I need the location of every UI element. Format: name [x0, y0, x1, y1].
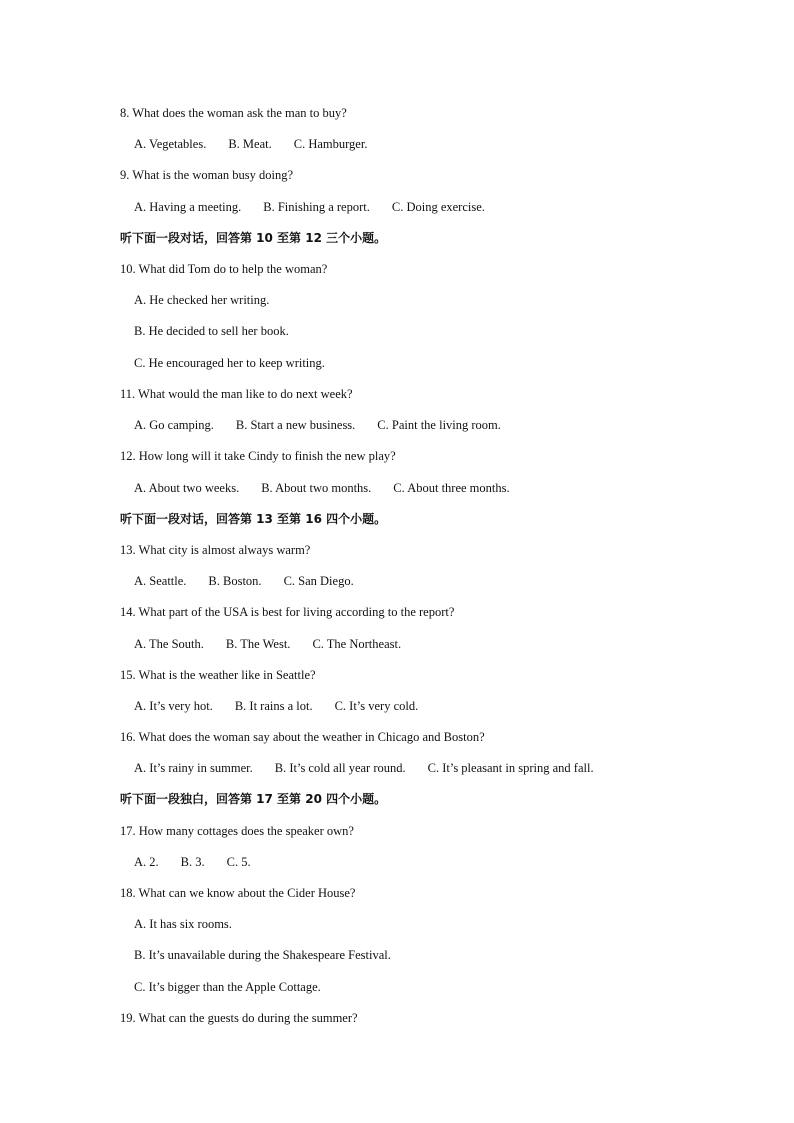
question-17: 17. How many cottages does the speaker own? [120, 824, 354, 838]
question-9-options [134, 199, 485, 215]
question-15-options [134, 698, 418, 714]
option-c: C. About three months. [393, 481, 510, 495]
question-10-option-a: A. He checked her writing. [134, 293, 270, 307]
question-11-options [134, 417, 501, 433]
question-14-options [134, 636, 401, 652]
option-b: B. The West. [225, 637, 291, 651]
question-15: 15. What is the weather like in Seattle? [120, 668, 316, 682]
option-a: A. Vegetables. [134, 137, 207, 151]
question-9: 9. What is the woman busy doing? [120, 168, 294, 182]
question-11: 11. What would the man like to do next week? [120, 387, 353, 401]
question-17-options [134, 854, 251, 870]
option-b: B. Start a new business. [235, 418, 356, 432]
question-16: 16. What does the woman say about the weather in Chicago and Boston? [120, 730, 485, 744]
option-c: C. San Diego. [283, 574, 354, 588]
option-a: A. Seattle. [134, 574, 187, 588]
option-c: C. It’s pleasant in spring and fall. [427, 761, 594, 775]
section-heading-1: 听下面一段对话，回答第 10 至第 12 三个小题。 [120, 231, 387, 245]
option-a: A. It’s very hot. [134, 699, 213, 713]
question-8-options [134, 136, 367, 152]
question-18-option-c: C. It’s bigger than the Apple Cottage. [134, 980, 321, 994]
question-8: 8. What does the woman ask the man to buy? [120, 106, 347, 120]
option-b: B. It’s cold all year round. [274, 761, 406, 775]
question-16-options [134, 760, 594, 776]
option-b: B. Meat. [228, 137, 272, 151]
question-19: 19. What can the guests do during the summer? [120, 1011, 358, 1025]
option-b: B. About two months. [261, 481, 372, 495]
option-c: C. The Northeast. [312, 637, 402, 651]
section-heading-2: 听下面一段对话，回答第 13 至第 16 四个小题。 [120, 512, 387, 526]
option-c: C. Hamburger. [293, 137, 368, 151]
option-c: C. Doing exercise. [391, 200, 485, 214]
option-a: A. 2. [134, 855, 159, 869]
question-18: 18. What can we know about the Cider House? [120, 886, 356, 900]
section-heading-3: 听下面一段独白，回答第 17 至第 20 四个小题。 [120, 792, 387, 806]
question-18-option-a: A. It has six rooms. [134, 917, 232, 931]
option-c: C. 5. [226, 855, 251, 869]
option-a: A. It’s rainy in summer. [134, 761, 253, 775]
question-12: 12. How long will it take Cindy to finish the new play? [120, 449, 396, 463]
question-10-option-c: C. He encouraged her to keep writing. [134, 356, 325, 370]
question-18-option-b: B. It’s unavailable during the Shakespeare Festival. [134, 948, 391, 962]
question-13: 13. What city is almost always warm? [120, 543, 311, 557]
option-a: A. The South. [134, 637, 204, 651]
question-10-option-b: B. He decided to sell her book. [134, 324, 289, 338]
question-14: 14. What part of the USA is best for living according to the report? [120, 605, 455, 619]
option-b: B. Boston. [208, 574, 262, 588]
option-a: A. Go camping. [134, 418, 214, 432]
option-b: B. Finishing a report. [263, 200, 370, 214]
option-b: B. It rains a lot. [234, 699, 313, 713]
question-12-options [134, 480, 510, 496]
option-b: B. 3. [180, 855, 205, 869]
question-13-options [134, 573, 354, 589]
option-a: A. About two weeks. [134, 481, 240, 495]
question-10: 10. What did Tom do to help the woman? [120, 262, 328, 276]
option-a: A. Having a meeting. [134, 200, 242, 214]
option-c: C. It’s very cold. [334, 699, 419, 713]
option-c: C. Paint the living room. [377, 418, 501, 432]
